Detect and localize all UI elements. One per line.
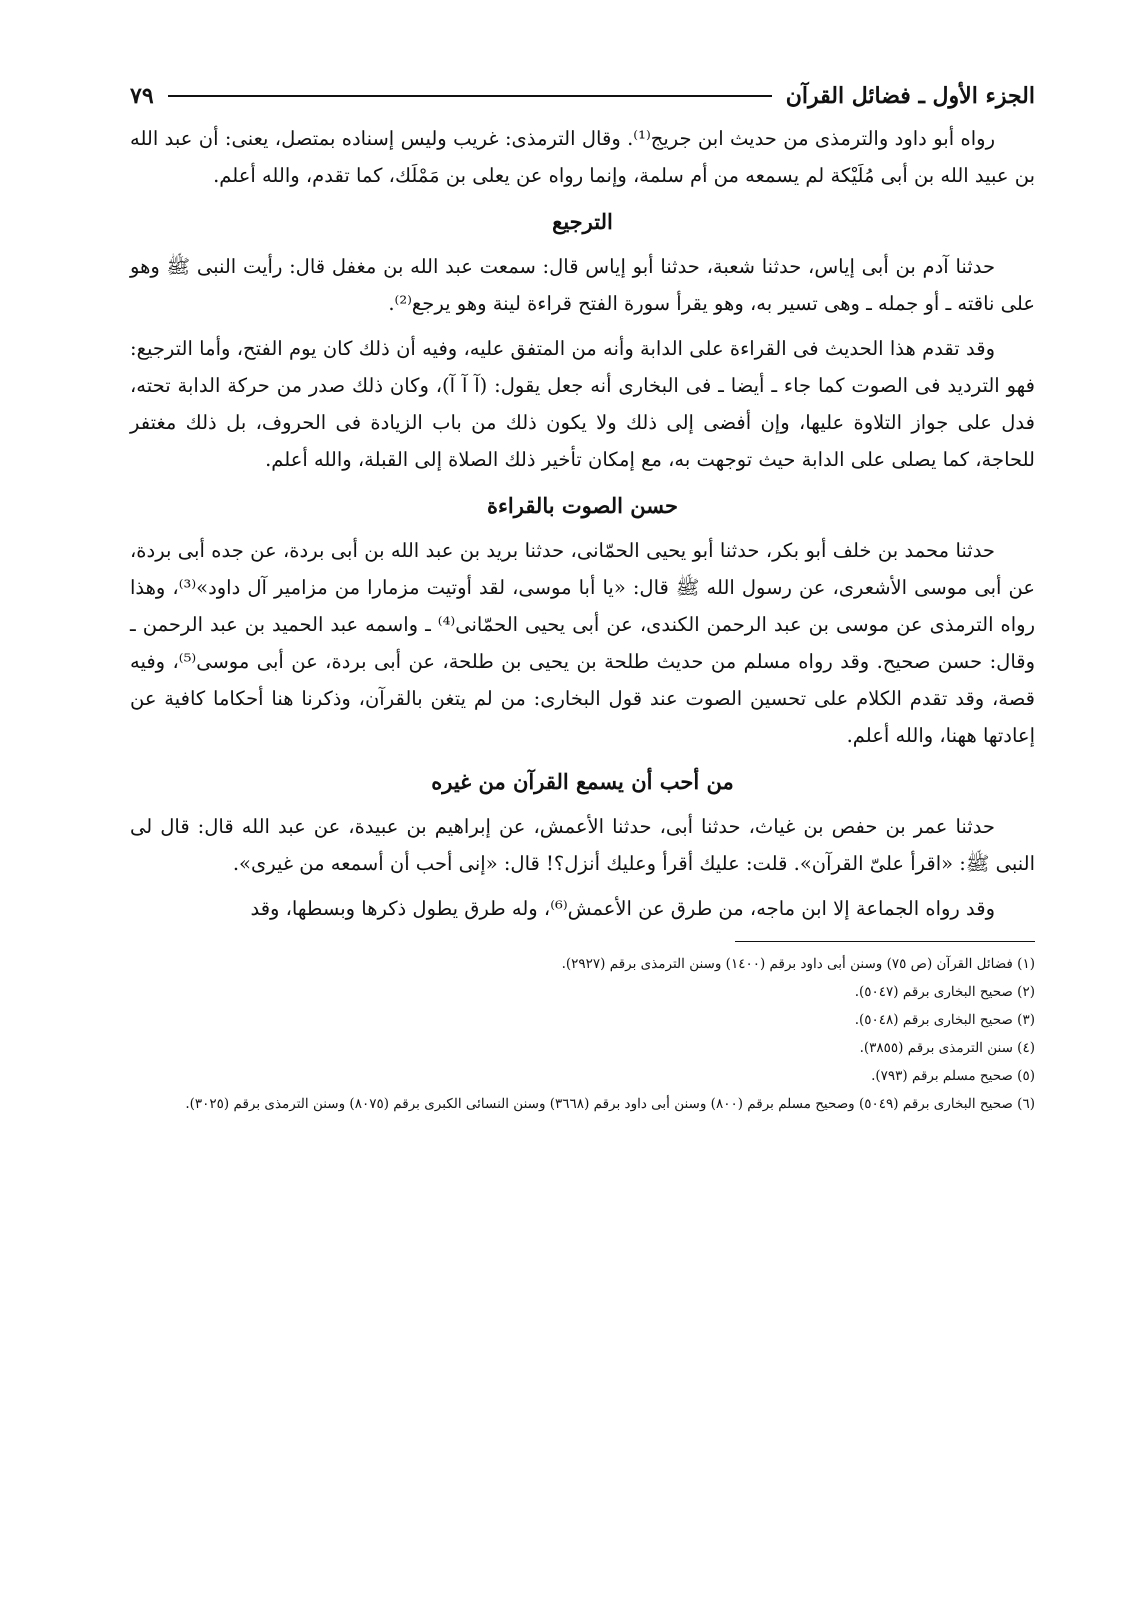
footnote: (٢) صحيح البخارى برقم (٥٠٤٧).: [854, 984, 1035, 1000]
body-text: [130, 120, 1035, 927]
footnote: (٤) سنن الترمذى برقم (٣٨٥٥).: [859, 1040, 1035, 1056]
paragraph: وقد تقدم هذا الحديث فى القراءة على الدابة وأنه من المتفق عليه، وفيه أن ذلك كان يوم الفتح، وأما الترجيع: فهو الترديد فى الصوت كما جاء ـ أيضا ـ فى البخارى أنه جعل يقول: (آ آ آ)، وكان ذلك صدر من حركة الدابة تحته، فدل على جواز التلاوة عليها، وإن أفضى إلى ذلك ولا يكون ذلك من باب الزيادة فى الحروف، بل ذلك مغتفر للحاجة، كما يصلى على الدابة حيث توجهت به، مع إمكان تأخير ذلك الصلاة إلى القبلة، والله أعلم.: [130, 337, 1035, 471]
footnote-separator: [735, 941, 1035, 942]
footnote: (٣) صحيح البخارى برقم (٥٠٤٨).: [854, 1012, 1035, 1028]
running-header-title: الجزء الأول ـ فضائل القرآن: [785, 83, 1035, 109]
page-number: ٧٩: [130, 83, 154, 109]
footnote: (٥) صحيح مسلم برقم (٧٩٣).: [871, 1068, 1035, 1084]
section-heading: حسن الصوت بالقراءة: [487, 493, 678, 518]
paragraph: رواه أبو داود والترمذى من حديث ابن جريج⁽¹⁾. وقال الترمذى: غريب وليس إسناده بمتصل، يعنى: أن عبد الله بن عبيد الله بن أبى مُلَيْكة لم يسمعه من أم سلمة، وإنما رواه عن يعلى بن مَمْلَك، كما تقدم، والله أعلم.: [130, 127, 1035, 187]
paragraph: حدثنا محمد بن خلف أبو بكر، حدثنا أبو يحيى الحمّانى، حدثنا بريد بن عبد الله بن أبى بردة، عن جده أبى بردة، عن أبى موسى الأشعرى، عن رسول الله ﷺ قال: «يا أبا موسى، لقد أوتيت مزمارا من مزامير آل داود»⁽³⁾، وهذا رواه الترمذى عن موسى بن عبد الرحمن الكندى، عن أبى يحيى الحمّانى⁽⁴⁾ ـ واسمه عبد الحميد بن عبد الرحمن ـ وقال: حسن صحيح. وقد رواه مسلم من حديث طلحة بن يحيى بن طلحة، عن أبى بردة، عن أبى موسى⁽⁵⁾، وفيه قصة، وقد تقدم الكلام على تحسين الصوت عند قول البخارى: من لم يتغن بالقرآن، وذكرنا هنا أحكاما كافية عن إعادتها ههنا، والله أعلم.: [130, 539, 1036, 747]
running-header: [130, 78, 1035, 114]
book-page: [130, 78, 1035, 1118]
header-rule: [168, 95, 772, 97]
section-heading: من أحب أن يسمع القرآن من غيره: [431, 769, 734, 794]
paragraph: وقد رواه الجماعة إلا ابن ماجه، من طرق عن الأعمش⁽⁶⁾، وله طرق يطول ذكرها وبسطها، وقد: [250, 897, 995, 920]
footnotes: [130, 950, 1035, 1118]
paragraph: حدثنا آدم بن أبى إياس، حدثنا شعبة، حدثنا أبو إياس قال: سمعت عبد الله بن مغفل قال: رأيت النبى ﷺ وهو على ناقته ـ أو جمله ـ وهى تسير به، وهو يقرأ سورة الفتح قراءة لينة وهو يرجع⁽²⁾.: [130, 255, 1035, 315]
paragraph: حدثنا عمر بن حفص بن غياث، حدثنا أبى، حدثنا الأعمش، عن إبراهيم بن عبيدة، عن عبد الله قال: قال لى النبى ﷺ: «اقرأ علىّ القرآن». قلت: عليك أقرأ وعليك أنزل؟! قال: «إنى أحب أن أسمعه من غيرى».: [130, 815, 1035, 875]
footnote: (١) فضائل القرآن (ص ٧٥) وسنن أبى داود برقم (١٤٠٠) وسنن الترمذى برقم (٢٩٢٧).: [561, 956, 1035, 972]
footnote: (٦) صحيح البخارى برقم (٥٠٤٩) وصحيح مسلم برقم (٨٠٠) وسنن أبى داود برقم (٣٦٦٨) وسنن النسائى الكبرى برقم (٨٠٧٥) وسنن الترمذى برقم (٣٠٢٥).: [185, 1096, 1035, 1112]
section-heading: الترجيع: [552, 209, 613, 234]
